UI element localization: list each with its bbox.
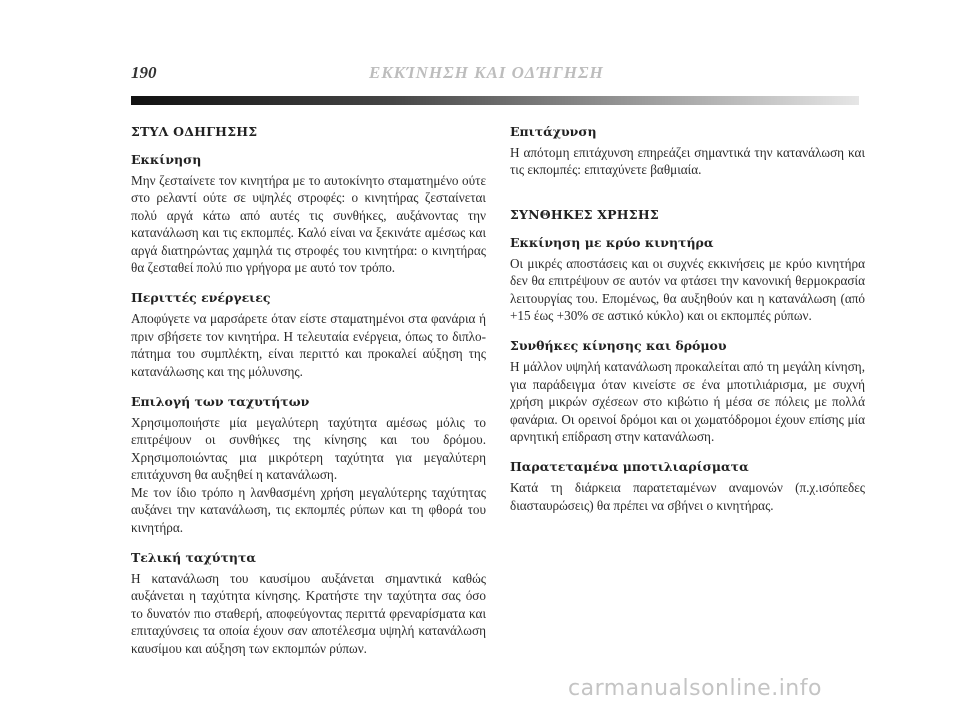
paragraph-traffic-jams: Κατά τη διάρκεια παρατεταμένων αναμονών (π.χ.ισόπεδες διασταυρώσεις) θα πρέπει να σβήνει ο κινητήρας. [510, 480, 865, 513]
paragraph-starting: Μην ζεσταίνετε τον κινητήρα με το αυτοκίνητο σταματημένο ούτε στο ρελαντί ούτε σε υψηλές στροφές: ο κινητήρας ζεσταίνεται πολύ αργά κάτω από αυτές τις συνθήκες, αυξάνοντας την κατανάλωση και τις εκπομπές. Καλό είναι να ξεκινάτε αμέσως και αργά διατηρώντας χαμηλά τις στροφές του κινητήρα: ο κινητήρας θα ζεσταθεί πολύ πιο γρήγορα με αυτό τον τρόπο. [131, 173, 486, 276]
heading-traffic-jams: Παρατεταμένα μποτιλιαρίσματα [510, 459, 749, 475]
heading-traffic-road-conditions: Συνθήκες κίνησης και δρόμου [510, 338, 727, 354]
paragraph-acceleration: Η απότομη επιτάχυνση επηρεάζει σημαντικά την κατανάλωση και τις εκπομπές: επιταχύνετε βαθμιαία. [510, 145, 865, 178]
paragraph-traffic-road-conditions: Η μάλλον υψηλή κατανάλωση προκαλείται από τη μεγάλη κίνηση, για παράδειγμα όταν κινείστε σε ένα μποτιλιάρισμα, με συχνή χρήση μικρών σχέσεων στο κιβώτιο ή μέσα σε πόλεις με πολλά φανάρια. Οι ορεινοί δρόμοι και οι χωματόδρομοι έχουν επίσης μία αρνητική επίδραση στην κατανάλωση. [510, 359, 865, 445]
heading-top-speed: Τελική ταχύτητα [131, 549, 256, 565]
page-number: 190 [131, 63, 157, 82]
section-title-driving-style: ΣΤΥΛ ΟΔΗΓΗΣΗΣ [131, 124, 258, 139]
heading-starting: Εκκίνηση [131, 152, 202, 167]
left-column [131, 124, 486, 671]
spacer [510, 193, 865, 207]
paragraph-cold-start: Οι μικρές αποστάσεις και οι συχνές εκκινήσεις με κρύο κινητήρα δεν θα επιτρέψουν σε αυτόν να φτάσει την κανονική θερμοκρασία λειτουργίας του. Επομένως, θα αυξηθούν και η κατανάλωση (από +15 έως +30% σε αστικό κύκλο) και οι εκπομπές ρύπων. [510, 255, 865, 324]
watermark-text: carmanualsonline.info [568, 676, 822, 701]
right-column [510, 124, 865, 528]
section-title-conditions-of-use: ΣΥΝΘΗΚΕΣ ΧΡΗΣΗΣ [510, 206, 659, 222]
header-gradient-rule [131, 96, 859, 105]
heading-gear-selection: Επιλογή των ταχυτήτων [131, 394, 310, 410]
paragraph-top-speed: Η κατανάλωση του καυσίμου αυξάνεται σημαντικά καθώς αυξάνεται η ταχύτητα κίνησης. Κρατήστε την ταχύτητα σας όσο το δυνατόν πιο σταθερή, αποφεύγοντας περιττά φρεναρίσματα και επιταχύνσεις τα οποία έχουν σαν αποτέλεσμα υψηλή κατανάλωση καυσίμου και αύξηση των εκπομπών ρύπων. [131, 570, 486, 656]
paragraph-unnecessary-actions: Αποφύγετε να μαρσάρετε όταν είστε σταματημένοι στα φανάρια ή πριν σβήσετε τον κινητήρα. Η τελευταία ενέργεια, όπως το διπλο-πάτημα του συμπλέκτη, είναι περιττό και προκαλεί αύξηση της κατανάλωσης και της μόλυνσης. [131, 311, 486, 379]
paragraph-gear-selection-2: Με τον ίδιο τρόπο η λανθασμένη χρήση μεγαλύτερης ταχύτητας αυξάνει την κατανάλωση, τις εκπομπές ρύπων και τη φθορά του κινητήρα. [131, 484, 486, 535]
heading-unnecessary-actions: Περιττές ενέργειες [131, 290, 271, 306]
paragraph-gear-selection-1: Χρησιμοποιήστε μία μεγαλύτερη ταχύτητα αμέσως μόλις το επιτρέψουν οι συνθήκες της κίνησης και του δρόμου. Χρησιμοποιώντας μια μικρότερη ταχύτητα για μεγαλύτερη επιτάχυνση θα αυξηθεί η κατανάλωση. [131, 415, 486, 483]
heading-cold-start: Εκκίνηση με κρύο κινητήρα [510, 234, 714, 250]
heading-acceleration: Επιτάχυνση [510, 124, 597, 139]
page-header-title: ΕΚΚΊΝΗΣΗ ΚΑΙ ΟΔΉΓΗΣΗ [369, 63, 604, 82]
